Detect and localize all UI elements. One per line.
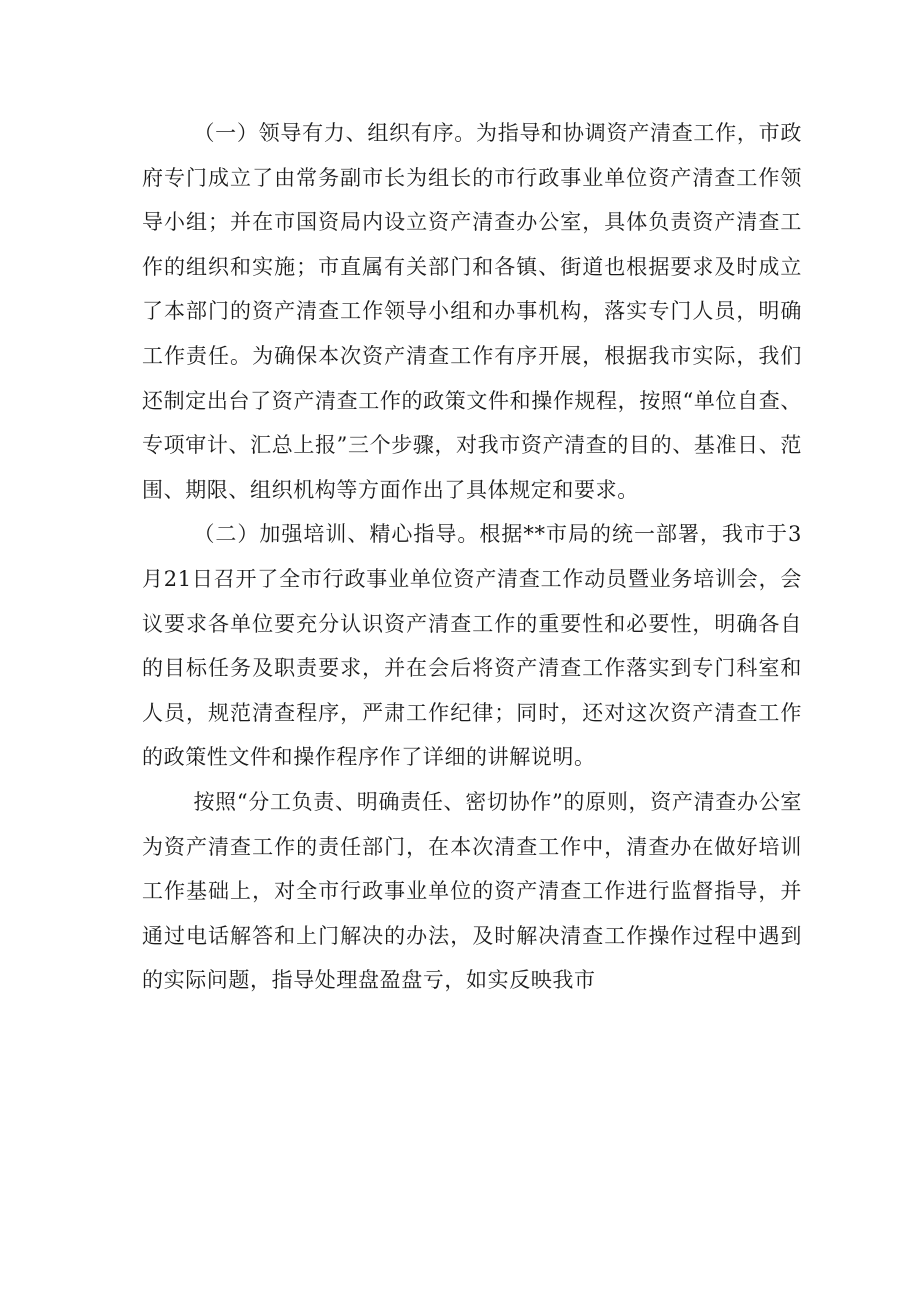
document-body bbox=[142, 111, 802, 1003]
paragraph-training: （二）加强培训、精心指导。根据**市局的统一部署，我市于3月21日召开了全市行政事业单位资产清查工作动员暨业务培训会，会议要求各单位要充分认识资产清查工作的重要性和必要性，明确各自的目标任务及职责要求，并在会后将资产清查工作落实到专门科室和人员，规范清查程序，严肃工作纪律；同时，还对这次资产清查工作的政策性文件和操作程序作了详细的讲解说明。 bbox=[142, 522, 802, 770]
paragraph-leadership: （一）领导有力、组织有序。为指导和协调资产清查工作，市政府专门成立了由常务副市长为组长的市行政事业单位资产清查工作领导小组；并在市国资局内设立资产清查办公室，具体负责资产清查工作的组织和实施；市直属有关部门和各镇、街道也根据要求及时成立了本部门的资产清查工作领导小组和办事机构，落实专门人员，明确工作责任。为确保本次资产清查工作有序开展，根据我市实际，我们还制定出台了资产清查工作的政策文件和操作规程，按照“单位自查、专项审计、汇总上报”三个步骤，对我市资产清查的目的、基准日、范围、期限、组织机构等方面作出了具体规定和要求。 bbox=[142, 121, 802, 502]
paragraph-division-of-labor: 按照“分工负责、明确责任、密切协作”的原则，资产清查办公室为资产清查工作的责任部门，在本次清查工作中，清查办在做好培训工作基础上，对全市行政事业单位的资产清查工作进行监督指导，并通过电话解答和上门解决的办法，及时解决清查工作操作过程中遇到的实际问题，指导处理盘盈盘亏，如实反映我市 bbox=[142, 789, 802, 993]
